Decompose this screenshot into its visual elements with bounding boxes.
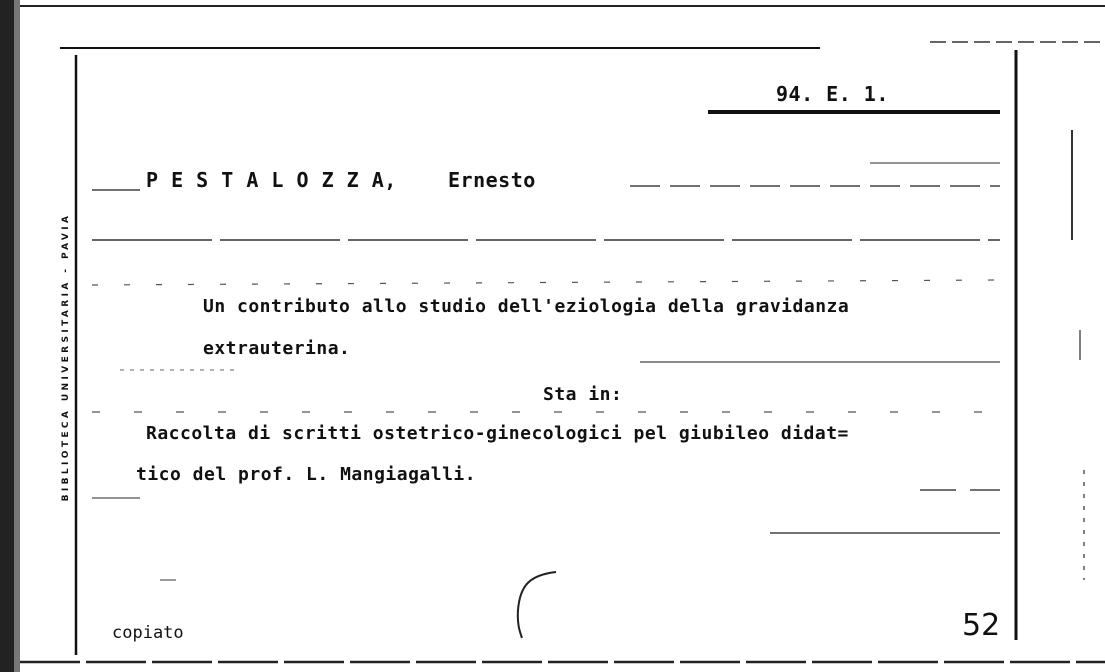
rule-line-3 [92, 280, 1000, 285]
title-line-1: Un contributo allo studio dell'eziologia della gravidanza [203, 296, 850, 317]
handwritten-bracket-mark [518, 572, 556, 638]
handwritten-number: 52 [962, 608, 1001, 643]
source-line-2: tico del prof. L. Mangiagalli. [136, 464, 477, 485]
shelfmark: 94. E. 1. [776, 82, 889, 106]
source-line-1: Raccolta di scritti ostetrico-ginecologici pel giubileo didat= [146, 423, 849, 444]
left-edge-shadow [0, 0, 14, 672]
author-firstname: Ernesto [448, 168, 536, 192]
copy-note: copiato [112, 623, 184, 643]
library-stamp: BIBLIOTECA UNIVERSITARIA - PAVIA [61, 212, 71, 502]
left-edge-gray [14, 0, 20, 672]
in-label: Sta in: [543, 384, 623, 405]
author-surname: P E S T A L O Z Z A, [146, 168, 397, 192]
title-line-2: extrauterina. [203, 338, 351, 359]
